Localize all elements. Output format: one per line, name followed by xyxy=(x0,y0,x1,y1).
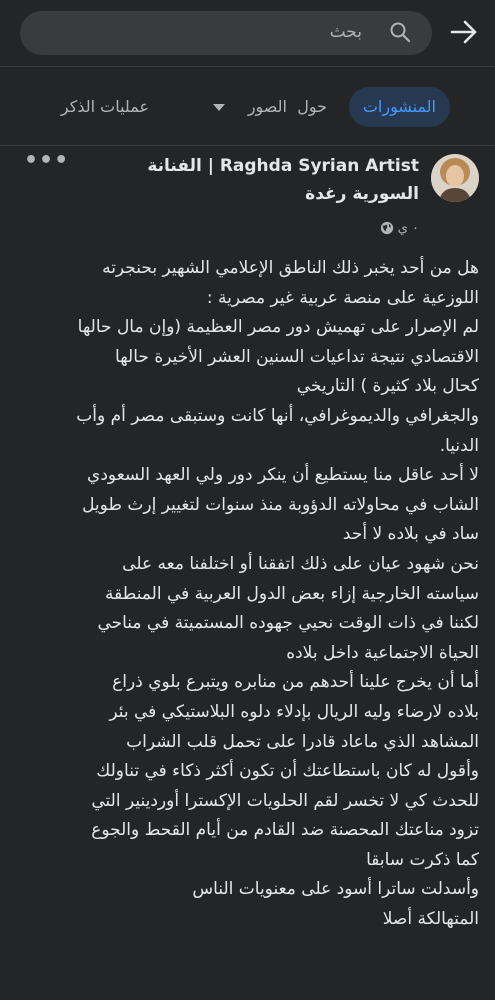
avatar-image xyxy=(431,154,479,202)
profile-tabs xyxy=(0,67,495,146)
post-text-line: بلاده لارضاء وليه الريال بإدلاء دلوه البلاستيكي في بئر xyxy=(109,701,479,722)
post-text-line: نحن شهود عيان على ذلك اتفقنا أو اختلفنا معه على xyxy=(122,553,479,574)
post-text-line: الحياة الاجتماعية داخل بلاده xyxy=(286,642,479,663)
post-time: ٠ ي xyxy=(397,220,419,236)
tab-photos[interactable] xyxy=(203,87,287,127)
post-text-line: للحدث كي لا تخسر لقم الحلويات الإكسترا أوردينير التي xyxy=(91,790,479,811)
more-options-icon[interactable]: ••• xyxy=(24,148,70,173)
chevron-down-icon xyxy=(213,104,225,111)
post-text-line: كما ذكرت سابقا xyxy=(366,849,479,870)
post-text-line: لا أحد عاقل منا يستطيع أن ينكر دور ولي العهد السعودي xyxy=(87,465,479,486)
search-icon xyxy=(388,20,412,44)
tab-posts[interactable]: المنشورات xyxy=(349,87,450,127)
post-text-line: الدنيا. xyxy=(439,435,479,456)
post-text-line: هل من أحد يخبر ذلك الناطق الإعلامي الشهير بحنجرته xyxy=(102,258,479,278)
post-body xyxy=(18,254,479,935)
tab-mentions[interactable]: عمليات الذكر xyxy=(60,97,149,116)
post-text-line: تزود مناعتك المحصنة ضد القادم من أيام القحط والجوع xyxy=(91,820,479,841)
post-author[interactable]: Raghda Syrian Artist | الفنانة السورية رغدة xyxy=(147,156,419,204)
post-text-line: أما أن يخرج علينا أحدهم من منابره ويتبرع بلوي ذراع xyxy=(112,672,479,693)
post-text-line: المتهالكة أصلا xyxy=(382,909,479,930)
search-field[interactable] xyxy=(20,11,432,55)
top-bar xyxy=(0,0,495,67)
post-text-line: الشاب في محاولاته الدؤوبة منذ سنوات لتغيير إرث طويل xyxy=(82,494,479,515)
globe-icon xyxy=(380,221,394,235)
post-card xyxy=(0,146,495,1000)
post-text-line: المشاهد الذي ماعاد قادرا على تحمل قلب الشراب xyxy=(126,731,479,752)
arrow-right-icon xyxy=(449,17,479,47)
post-text-line: وأقول له كان باستطاعتك أن تكون أكثر ذكاء في تناولك xyxy=(96,761,479,782)
post-text-line: والجغرافي والديموغرافي، أنها كانت وستبقى مصر أم وأب xyxy=(76,405,479,426)
tab-photos-label: الصور xyxy=(247,97,287,116)
post-text-line: اللوزعية على منصة عربية غير مصرية : xyxy=(206,287,479,308)
post-text-line: وأسدلت ساترا أسود على معنويات الناس xyxy=(192,879,479,900)
post-text-line: لم الإصرار على تهميش دور مصر العظيمة (وإن مال حالها xyxy=(77,317,479,338)
post-text-line: الاقتصادي نتيجة تداعيات السنين العشر الأخيرة حالها xyxy=(115,346,479,367)
post-text-line: ساد في بلاده لا أحد xyxy=(342,524,479,545)
post-text-line: كحال بلاد كثيرة ) التاريخي xyxy=(296,376,479,397)
back-button[interactable] xyxy=(449,17,479,47)
post-meta xyxy=(380,218,419,238)
post-text-line: لكننا في ذات الوقت نحيي جهوده المستميتة في مناحي xyxy=(97,613,479,634)
tab-about[interactable]: حول xyxy=(297,97,327,116)
search-placeholder: بحث xyxy=(329,22,362,42)
avatar[interactable] xyxy=(431,154,479,202)
post-text-line: سياسته الخارجية إزاء بعض الدول العربية في المنطقة xyxy=(105,583,479,604)
